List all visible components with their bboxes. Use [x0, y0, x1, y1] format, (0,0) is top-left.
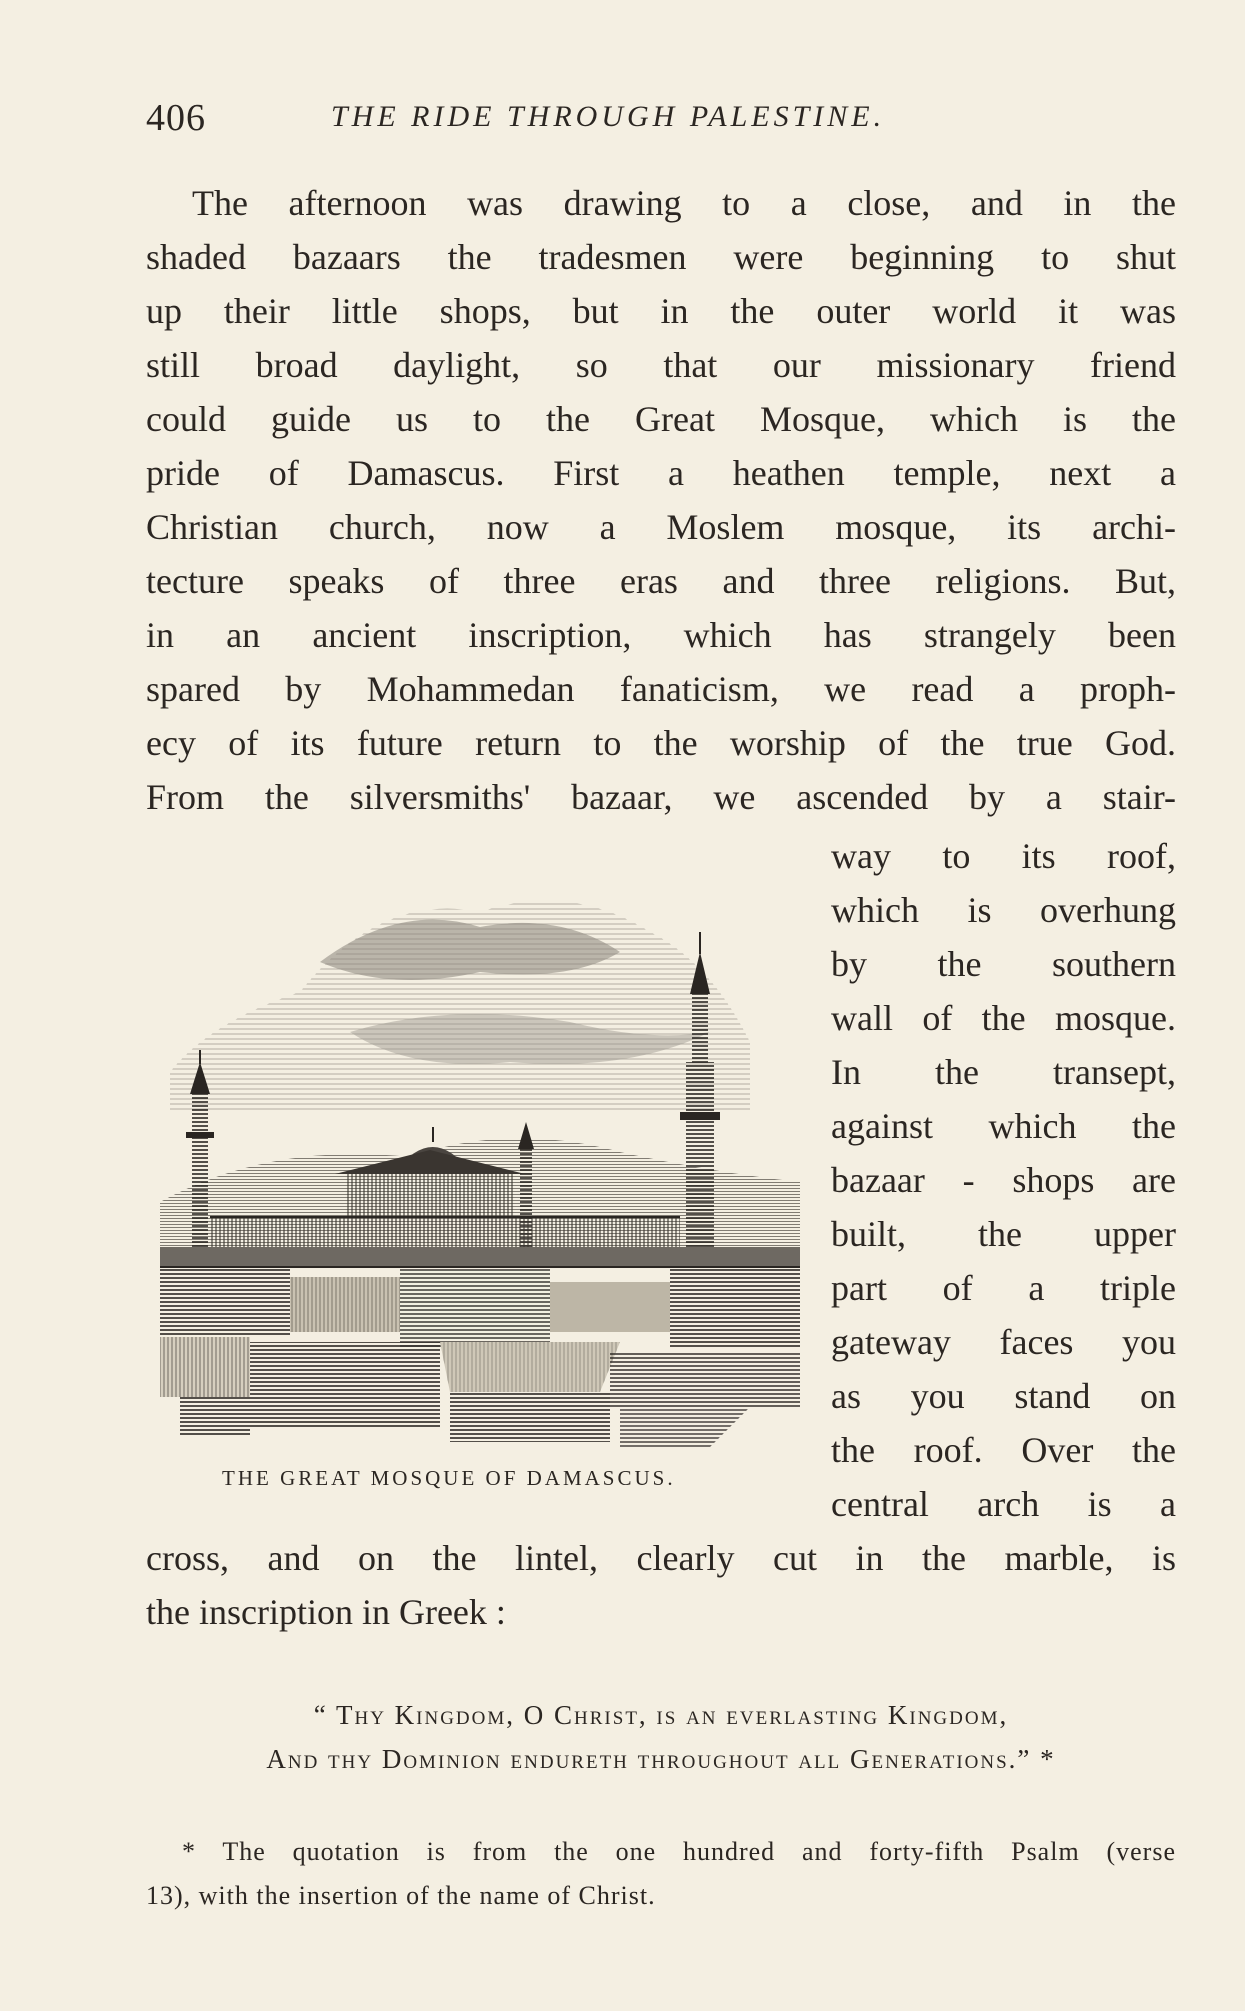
text-line: shaded bazaars the tradesmen were beginning to shut [146, 237, 1176, 277]
text-line: The afternoon was drawing to a close, and in the [192, 183, 1176, 223]
wrapped-text-line: way to its roof, [831, 836, 1176, 876]
wrapped-text-line: part of a triple [831, 1268, 1176, 1308]
footnote-line: * The quotation is from the one hundred and forty-fifth Psalm (verse [182, 1837, 1176, 1866]
quote-line: “ Thy Kingdom, O Christ, is an everlasting Kingdom, [313, 1700, 1009, 1730]
wrapped-text-line: as you stand on [831, 1376, 1176, 1416]
page-number: 406 [146, 97, 206, 139]
text-line: still broad daylight, so that our missionary friend [146, 345, 1176, 385]
text-line: the inscription in Greek : [146, 1592, 506, 1632]
text-line: spared by Mohammedan fanaticism, we read a proph- [146, 669, 1176, 709]
text-line: From the silversmiths' bazaar, we ascended by a stair- [146, 777, 1176, 817]
wrapped-text-line: gateway faces you [831, 1322, 1176, 1362]
wrapped-text-line: central arch is a [831, 1484, 1176, 1524]
text-line: ecy of its future return to the worship of the true God. [146, 723, 1176, 763]
text-line: Christian church, now a Moslem mosque, its archi- [146, 507, 1176, 547]
text-line: could guide us to the Great Mosque, which is the [146, 399, 1176, 439]
page-header [146, 96, 1176, 146]
wrapped-text-line: built, the upper [831, 1214, 1176, 1254]
text-line: cross, and on the lintel, clearly cut in the marble, is [146, 1538, 1176, 1578]
text-line: in an ancient inscription, which has strangely been [146, 615, 1176, 655]
wrapped-text-line: In the transept, [831, 1052, 1176, 1092]
text-line: pride of Damascus. First a heathen temple, next a [146, 453, 1176, 493]
footnote-line: 13), with the insertion of the name of Christ. [146, 1881, 656, 1910]
text-line: tecture speaks of three eras and three religions. But, [146, 561, 1176, 601]
wrapped-text-line: by the southern [831, 944, 1176, 984]
wrapped-text-line: bazaar - shops are [831, 1160, 1176, 1200]
wrapped-text-line: against which the [831, 1106, 1176, 1146]
wrapped-text-line: the roof. Over the [831, 1430, 1176, 1470]
quote-line: And thy Dominion endureth throughout all Generations.” * [266, 1744, 1056, 1774]
running-head: THE RIDE THROUGH PALESTINE. [331, 100, 886, 133]
text-line: up their little shops, but in the outer world it was [146, 291, 1176, 331]
wrapped-text-line: which is overhung [831, 890, 1176, 930]
figure-caption: THE GREAT MOSQUE OF DAMASCUS. [222, 1466, 676, 1490]
wrapped-text-line: wall of the mosque. [831, 998, 1176, 1038]
engraving-great-mosque [150, 872, 810, 1457]
